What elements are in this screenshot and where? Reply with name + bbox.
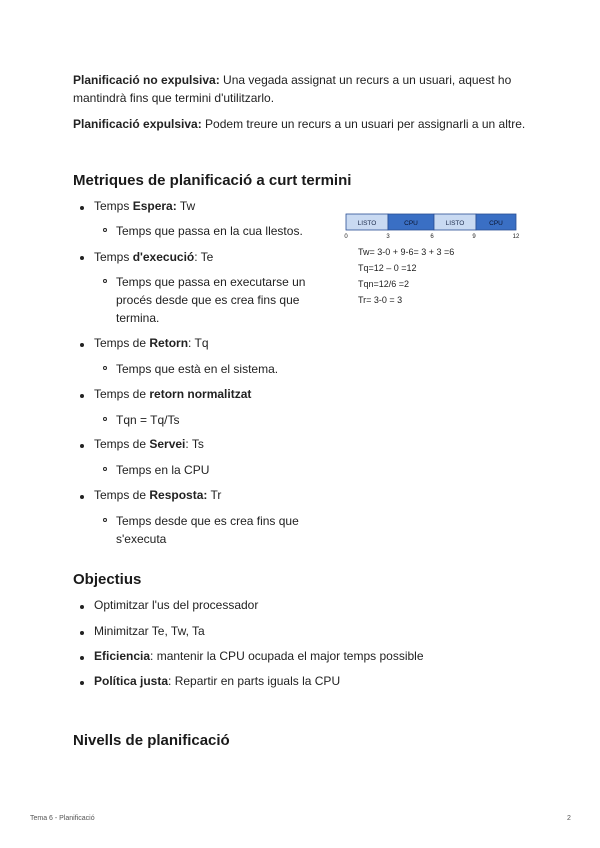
sub-item-service-time: Temps en la CPU xyxy=(116,463,210,477)
timeline-ticks xyxy=(344,234,520,240)
item-suffix: : Tq xyxy=(188,336,209,350)
definition-non-preemptive: Una vegada assignat un recurs a un usuari, aquest ho xyxy=(219,73,512,87)
list-item-return-time xyxy=(94,334,209,352)
sub-line: procés desde que es crea fins que xyxy=(116,293,300,307)
bullet-icon xyxy=(80,394,84,398)
item-prefix: Temps de xyxy=(94,336,150,350)
timeline-bar xyxy=(346,214,516,230)
tick-label: 6 xyxy=(430,234,434,240)
item-prefix: Temps xyxy=(94,250,133,264)
sub-item-wait-time: Temps que passa en la cua llestos. xyxy=(116,224,303,238)
list-item-objective xyxy=(94,647,424,665)
item-term: d'execució xyxy=(132,250,195,264)
sub-bullet-icon xyxy=(103,279,107,283)
item-term: Retorn xyxy=(149,336,189,350)
page-number: 2 xyxy=(567,815,571,822)
segment-label: LISTO xyxy=(357,220,377,227)
sub-line: Temps que passa en executarse un xyxy=(116,275,306,289)
tick-label: 3 xyxy=(386,234,390,240)
footer-title: Tema 6 - Planificació xyxy=(30,815,95,822)
item-term: retorn normalitzat xyxy=(149,387,252,401)
item-suffix: Tr xyxy=(207,488,222,502)
sub-bullet-icon xyxy=(103,518,107,522)
formula-tq: Tq=12 – 0 =12 xyxy=(358,263,417,273)
list-item-normalized-return xyxy=(94,385,251,403)
formulas xyxy=(358,247,454,305)
list-item-objective xyxy=(94,622,205,640)
sub-item-execution-time xyxy=(116,273,305,327)
list-item-objective xyxy=(94,672,340,690)
sub-bullet-icon xyxy=(103,467,107,471)
term-non-preemptive: Planificació no expulsiva: xyxy=(73,73,220,87)
definition-non-preemptive-line2: mantindrà fins que termini d'utilitzarlo. xyxy=(73,91,275,105)
sub-item-normalized-return: Tqn = Tq/Ts xyxy=(116,413,180,427)
list-item-service-time xyxy=(94,435,204,453)
item-prefix: Temps de xyxy=(94,437,150,451)
sub-item-response-time xyxy=(116,512,299,548)
item-term: Servei xyxy=(149,437,186,451)
segment-label: CPU xyxy=(489,220,503,227)
sub-bullet-icon xyxy=(103,417,107,421)
bullet-icon xyxy=(80,256,84,260)
sub-bullet-icon xyxy=(103,228,107,232)
segment-label: CPU xyxy=(404,220,418,227)
item-suffix: : Ts xyxy=(185,437,204,451)
item-term: Resposta: xyxy=(149,488,208,502)
item-prefix: Temps de xyxy=(94,488,150,502)
paragraph-preemptive xyxy=(73,115,543,133)
bullet-icon xyxy=(80,495,84,499)
item-text: Minimitzar Te, Tw, Ta xyxy=(94,624,205,638)
item-term: Espera: xyxy=(132,199,177,213)
formula-tw: Tw= 3-0 + 9-6= 3 + 3 =6 xyxy=(358,247,455,257)
section-heading-levels: Nivells de planificació xyxy=(73,732,230,749)
item-suffix: : mantenir la CPU ocupada el major temps possible xyxy=(150,649,424,663)
sub-line: s'executa xyxy=(116,532,167,546)
timeline-diagram xyxy=(340,212,525,312)
definition-preemptive: Podem treure un recurs a un usuari per assignarli a un altre. xyxy=(201,117,526,131)
tick-label: 12 xyxy=(512,234,520,240)
item-prefix: Temps de xyxy=(94,387,150,401)
tick-label: 0 xyxy=(344,234,348,240)
list-item-objective xyxy=(94,596,258,614)
sub-line: Temps desde que es crea fins que xyxy=(116,514,299,528)
list-item-execution-time xyxy=(94,248,213,266)
item-term: Eficiencia xyxy=(94,649,151,663)
section-heading-metrics: Metriques de planificació a curt termini xyxy=(73,172,352,189)
tick-label: 9 xyxy=(472,234,476,240)
formula-tqn: Tqn=12/6 =2 xyxy=(358,279,410,289)
bullet-icon xyxy=(80,631,84,635)
sub-bullet-icon xyxy=(103,366,107,370)
list-item-wait-time xyxy=(94,197,195,215)
segment-label: LISTO xyxy=(445,220,465,227)
term-preemptive: Planificació expulsiva: xyxy=(73,117,202,131)
section-heading-objectives: Objectius xyxy=(73,571,142,588)
sub-item-return-time: Temps que està en el sistema. xyxy=(116,362,279,376)
bullet-icon xyxy=(80,605,84,609)
bullet-icon xyxy=(80,206,84,210)
formula-tr: Tr= 3-0 = 3 xyxy=(358,295,403,305)
bullet-icon xyxy=(80,444,84,448)
bullet-icon xyxy=(80,343,84,347)
item-suffix: : Te xyxy=(194,250,214,264)
item-prefix: Temps xyxy=(94,199,133,213)
bullet-icon xyxy=(80,656,84,660)
list-item-response-time xyxy=(94,486,221,504)
item-term: Política justa xyxy=(94,674,169,688)
sub-line: termina. xyxy=(116,311,160,325)
item-suffix: Tw xyxy=(176,199,196,213)
bullet-icon xyxy=(80,681,84,685)
item-text: Optimitzar l'us del processador xyxy=(94,598,259,612)
item-suffix: : Repartir en parts iguals la CPU xyxy=(168,674,341,688)
paragraph-non-preemptive xyxy=(73,71,543,107)
